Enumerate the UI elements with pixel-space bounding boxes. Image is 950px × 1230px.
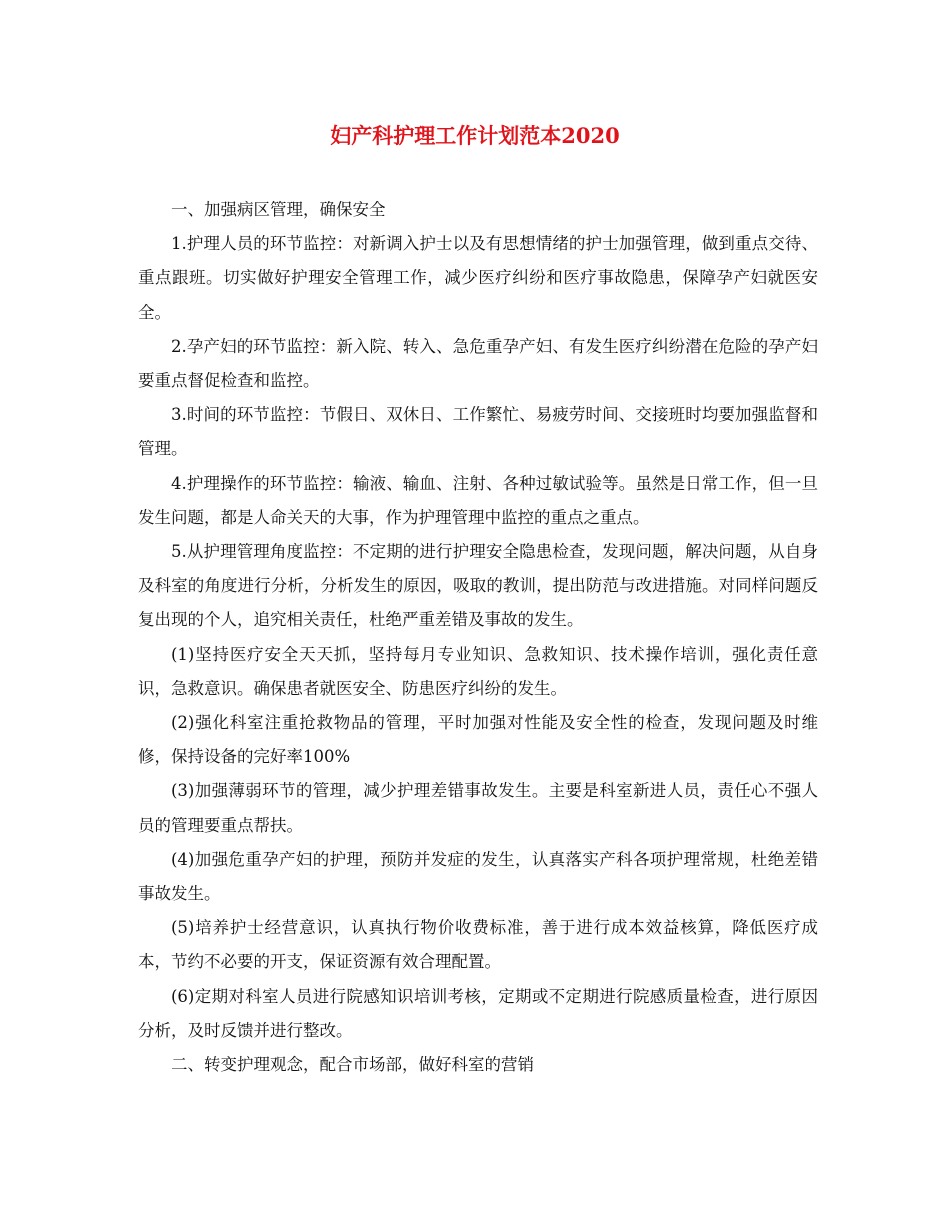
document-body: [138, 193, 818, 1082]
sub-item-5: (5)培养护士经营意识，认真执行物价收费标准，善于进行成本效益核算，降低医疗成本，节约不必要的开支，保证资源有效合理配置。: [138, 918, 818, 972]
section-heading-1: 一、加强病区管理，确保安全: [171, 200, 386, 219]
sub-item-3: (3)加强薄弱环节的管理，减少护理差错事故发生。主要是科室新进人员，责任心不强人员的管理要重点帮扶。: [138, 781, 818, 835]
sub-item-4: (4)加强危重孕产妇的护理，预防并发症的发生，认真落实产科各项护理常规，杜绝差错事故发生。: [138, 849, 818, 904]
paragraph-item-5: 5.从护理管理角度监控：不定期的进行护理安全隐患检查，发现问题，解决问题，从自身及科室的角度进行分析，分析发生的原因，吸取的教训，提出防范与改进措施。对同样问题反复出现的个人，追究相关责任，杜绝严重差错及事故的发生。: [138, 542, 818, 630]
paragraph-item-4: 4.护理操作的环节监控：输液、输血、注射、各种过敏试验等。虽然是日常工作，但一旦发生问题，都是人命关天的大事，作为护理管理中监控的重点之重点。: [138, 473, 818, 527]
section-heading-2: 二、转变护理观念，配合市场部，做好科室的营销: [171, 1055, 534, 1075]
paragraph-item-2: 2.孕产妇的环节监控：新入院、转入、急危重孕产妇、有发生医疗纠纷潜在危险的孕产妇要重点督促检查和监控。: [138, 336, 818, 391]
sub-item-6: (6)定期对科室人员进行院感知识培训考核，定期或不定期进行院感质量检查，进行原因分析，及时反馈并进行整改。: [138, 986, 818, 1040]
sub-item-1: (1)坚持医疗安全天天抓，坚持每月专业知识、急救知识、技术操作培训，强化责任意识，急救意识。确保患者就医安全、防患医疗纠纷的发生。: [138, 644, 818, 698]
paragraph-item-3: 3.时间的环节监控：节假日、双休日、工作繁忙、易疲劳时间、交接班时均要加强监督和管理。: [138, 405, 818, 459]
document-title: 妇产科护理工作计划范本2020: [330, 123, 620, 148]
sub-item-2: (2)强化科室注重抢救物品的管理，平时加强对性能及安全性的检查，发现问题及时维修，保持设备的完好率100%: [138, 713, 818, 767]
paragraph-item-1: 1.护理人员的环节监控：对新调入护士以及有思想情绪的护士加强管理，做到重点交待、重点跟班。切实做好护理安全管理工作，减少医疗纠纷和医疗事故隐患，保障孕产妇就医安全。: [138, 234, 818, 322]
